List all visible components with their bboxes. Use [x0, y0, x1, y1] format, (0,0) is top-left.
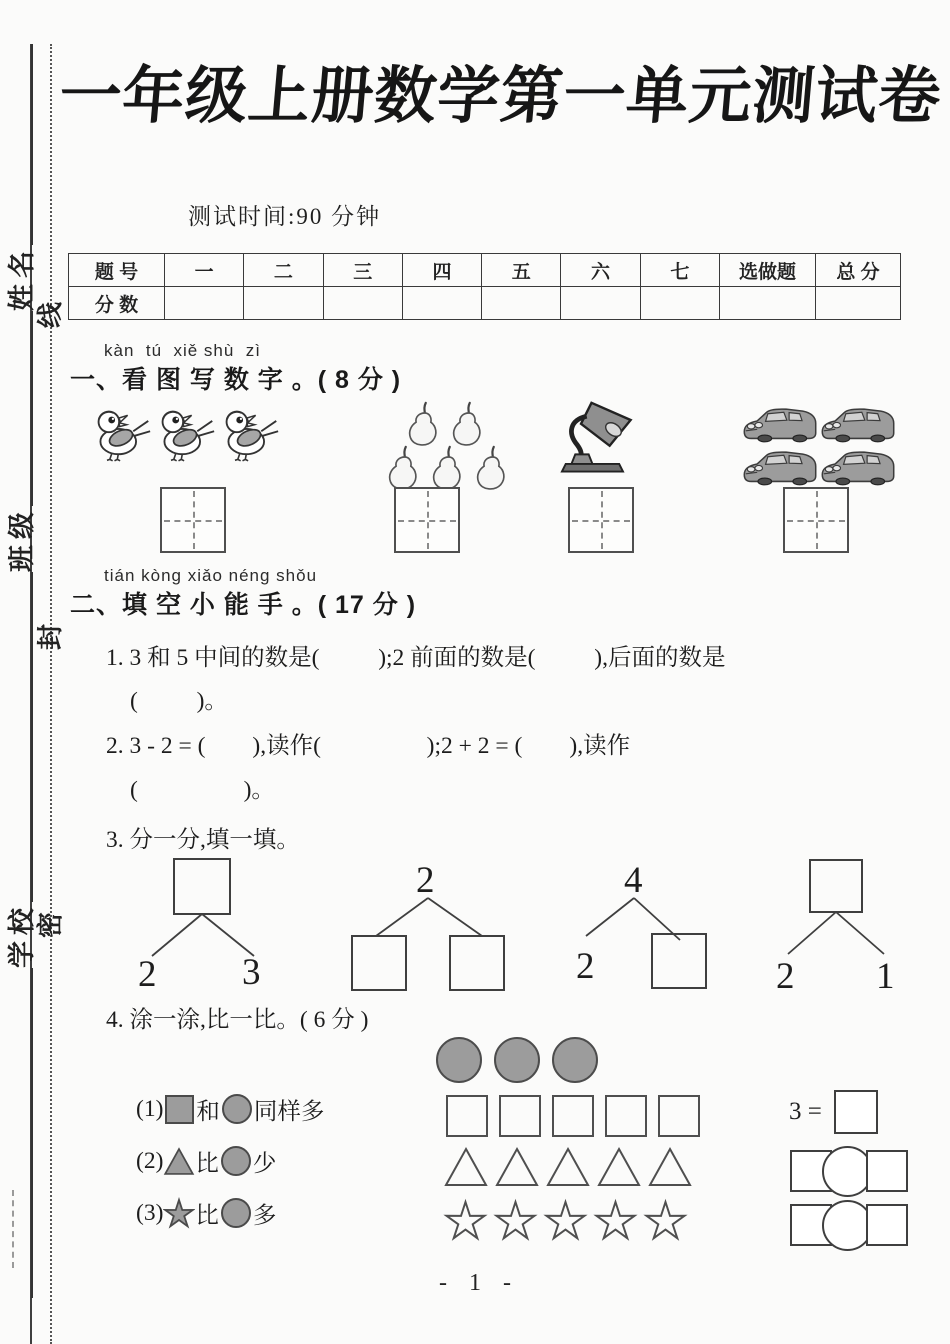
question4-heading: 4. 涂一涂,比一比。( 6 分 ) — [106, 1007, 369, 1033]
item-text: 和 — [196, 1099, 220, 1125]
compare-box[interactable] — [866, 1204, 908, 1246]
gray-circle-icon — [221, 1198, 251, 1228]
q4-item-1 — [136, 1092, 324, 1126]
score-row-label: 分 数 — [69, 287, 165, 320]
triangle-outline-shape[interactable] — [647, 1146, 693, 1188]
seal-char-feng: 封 — [36, 624, 65, 651]
car-icon — [820, 447, 896, 487]
name-writing-line — [30, 311, 33, 506]
item-text: 同样多 — [253, 1099, 325, 1125]
seal-dotted-line — [50, 44, 52, 1344]
seal-char-xian: 线 — [36, 302, 65, 329]
score-cell[interactable] — [816, 287, 901, 320]
star-row — [443, 1198, 688, 1242]
number-bond-2 — [338, 856, 528, 996]
score-cell[interactable] — [244, 287, 323, 320]
page-number: - 1 - — [439, 1270, 511, 1296]
pear-icon — [383, 445, 423, 493]
triangle-outline-shape[interactable] — [494, 1146, 540, 1188]
pear-group — [383, 401, 517, 493]
number-bond-1 — [118, 856, 308, 996]
bird-icon — [220, 408, 280, 462]
bond-number: 3 — [242, 952, 261, 993]
item-text: 比 — [195, 1203, 219, 1229]
writing-grid-box[interactable] — [783, 487, 849, 553]
car-icon — [820, 404, 896, 444]
page-title: 一年级上册数学第一单元测试卷 — [56, 62, 945, 131]
bird-icon — [92, 408, 152, 462]
question1-line1: 1. 3 和 5 中间的数是( );2 前面的数是( ),后面的数是 — [106, 645, 726, 671]
bond-number: 1 — [876, 956, 895, 996]
bond-answer-box[interactable] — [174, 859, 230, 914]
score-header-cell: 总 分 — [816, 254, 901, 287]
star-outline-shape[interactable] — [643, 1198, 688, 1242]
score-header-cell: 六 — [561, 254, 640, 287]
star-outline-shape[interactable] — [593, 1198, 638, 1242]
class-label: 班级 — [6, 506, 37, 572]
question3-heading: 3. 分一分,填一填。 — [106, 827, 300, 853]
question2-line1: 2. 3 - 2 = ( ),读作( );2 + 2 = ( ),读作 — [106, 733, 631, 759]
q4-item-3 — [136, 1196, 276, 1230]
triangle-outline-shape[interactable] — [545, 1146, 591, 1188]
score-table — [68, 253, 901, 320]
item-number: (1) — [136, 1095, 164, 1122]
pear-icon — [427, 445, 467, 493]
bond-answer-box[interactable] — [810, 860, 862, 912]
gray-triangle-icon — [163, 1147, 195, 1176]
section2-pinyin: tián kòng xiǎo néng shǒu — [104, 566, 318, 585]
item-text: 少 — [252, 1151, 277, 1177]
reference-circles — [436, 1037, 606, 1088]
writing-grid-box[interactable] — [160, 487, 226, 553]
bond-number: 2 — [138, 954, 157, 995]
square-outline-shape[interactable] — [446, 1095, 488, 1137]
seal-char-mi: 密 — [36, 912, 65, 939]
gray-circle-icon — [552, 1037, 598, 1083]
item-text: 比 — [195, 1151, 219, 1177]
top-writing-line — [30, 44, 33, 245]
number-bond-3 — [552, 856, 742, 996]
car-icon — [742, 447, 818, 487]
bond-answer-box[interactable] — [450, 936, 504, 990]
bond-answer-box[interactable] — [352, 936, 406, 990]
gray-circle-icon — [436, 1037, 482, 1083]
gray-circle-icon — [222, 1094, 252, 1124]
triangle-outline-shape[interactable] — [443, 1146, 489, 1188]
number-bond-4 — [752, 856, 942, 996]
question1-line2: ( )。 — [130, 688, 228, 714]
item-text: 多 — [252, 1203, 277, 1229]
score-header-cell: 七 — [640, 254, 719, 287]
score-header-cell: 四 — [402, 254, 481, 287]
bond-number: 4 — [624, 860, 643, 901]
score-table-header-row — [69, 254, 901, 287]
pear-icon — [403, 401, 443, 449]
bond-number: 2 — [576, 946, 595, 987]
star-outline-shape[interactable] — [443, 1198, 488, 1242]
score-header-cell: 五 — [482, 254, 561, 287]
score-cell[interactable] — [720, 287, 816, 320]
score-header-cell: 三 — [323, 254, 402, 287]
score-cell[interactable] — [165, 287, 244, 320]
score-header-cell: 题 号 — [69, 254, 165, 287]
seal-labels-column — [2, 44, 36, 1298]
bond-answer-box[interactable] — [652, 934, 706, 988]
score-cell[interactable] — [482, 287, 561, 320]
answer-box[interactable] — [834, 1090, 878, 1134]
section1-heading: 一、看 图 写 数 字 。( 8 分 ) — [70, 366, 402, 394]
square-outline-shape[interactable] — [499, 1095, 541, 1137]
gray-circle-icon — [221, 1146, 251, 1176]
score-cell[interactable] — [640, 287, 719, 320]
bond-number: 2 — [416, 860, 435, 901]
pear-icon — [447, 401, 487, 449]
car-icon — [742, 404, 818, 444]
score-table-score-row — [69, 287, 901, 320]
score-header-cell: 二 — [244, 254, 323, 287]
score-cell[interactable] — [561, 287, 640, 320]
gray-square-icon — [165, 1095, 194, 1124]
triangle-row — [443, 1146, 693, 1188]
gray-circle-icon — [494, 1037, 540, 1083]
test-duration: 测试时间:90 分钟 — [188, 204, 382, 229]
star-outline-shape[interactable] — [493, 1198, 538, 1242]
class-writing-line — [30, 572, 33, 902]
school-label: 学校 — [6, 902, 37, 968]
score-header-cell: 一 — [165, 254, 244, 287]
bird-icon — [156, 408, 216, 462]
name-label: 姓名 — [6, 245, 37, 311]
score-header-cell: 选做题 — [720, 254, 816, 287]
car-group — [742, 404, 898, 492]
score-cell[interactable] — [402, 287, 481, 320]
writing-grid-box[interactable] — [394, 487, 460, 553]
square-outline-shape[interactable] — [552, 1095, 594, 1137]
item-number: (2) — [136, 1147, 164, 1174]
pear-icon — [471, 445, 511, 493]
triangle-outline-shape[interactable] — [596, 1146, 642, 1188]
square-row — [446, 1095, 711, 1137]
section2-heading: 二、填 空 小 能 手 。( 17 分 ) — [70, 591, 417, 619]
writing-grid-box[interactable] — [568, 487, 634, 553]
answer-3-equals — [789, 1090, 878, 1134]
question2-line2: ( )。 — [130, 777, 275, 803]
item-number: (3) — [136, 1199, 164, 1226]
lamp-group — [560, 400, 644, 487]
compare-box[interactable] — [866, 1150, 908, 1192]
score-cell[interactable] — [323, 287, 402, 320]
lamp-icon — [560, 400, 644, 482]
school-writing-line — [30, 968, 33, 1298]
section1-pinyin: kàn tú xiě shù zì — [104, 341, 262, 360]
gray-star-icon — [163, 1197, 195, 1229]
q4-item-2 — [136, 1144, 276, 1178]
bird-group — [92, 408, 280, 467]
bond-number: 2 — [776, 956, 795, 996]
star-outline-shape[interactable] — [543, 1198, 588, 1242]
square-outline-shape[interactable] — [605, 1095, 647, 1137]
answer-prefix: 3 = — [789, 1098, 822, 1125]
square-outline-shape[interactable] — [658, 1095, 700, 1137]
